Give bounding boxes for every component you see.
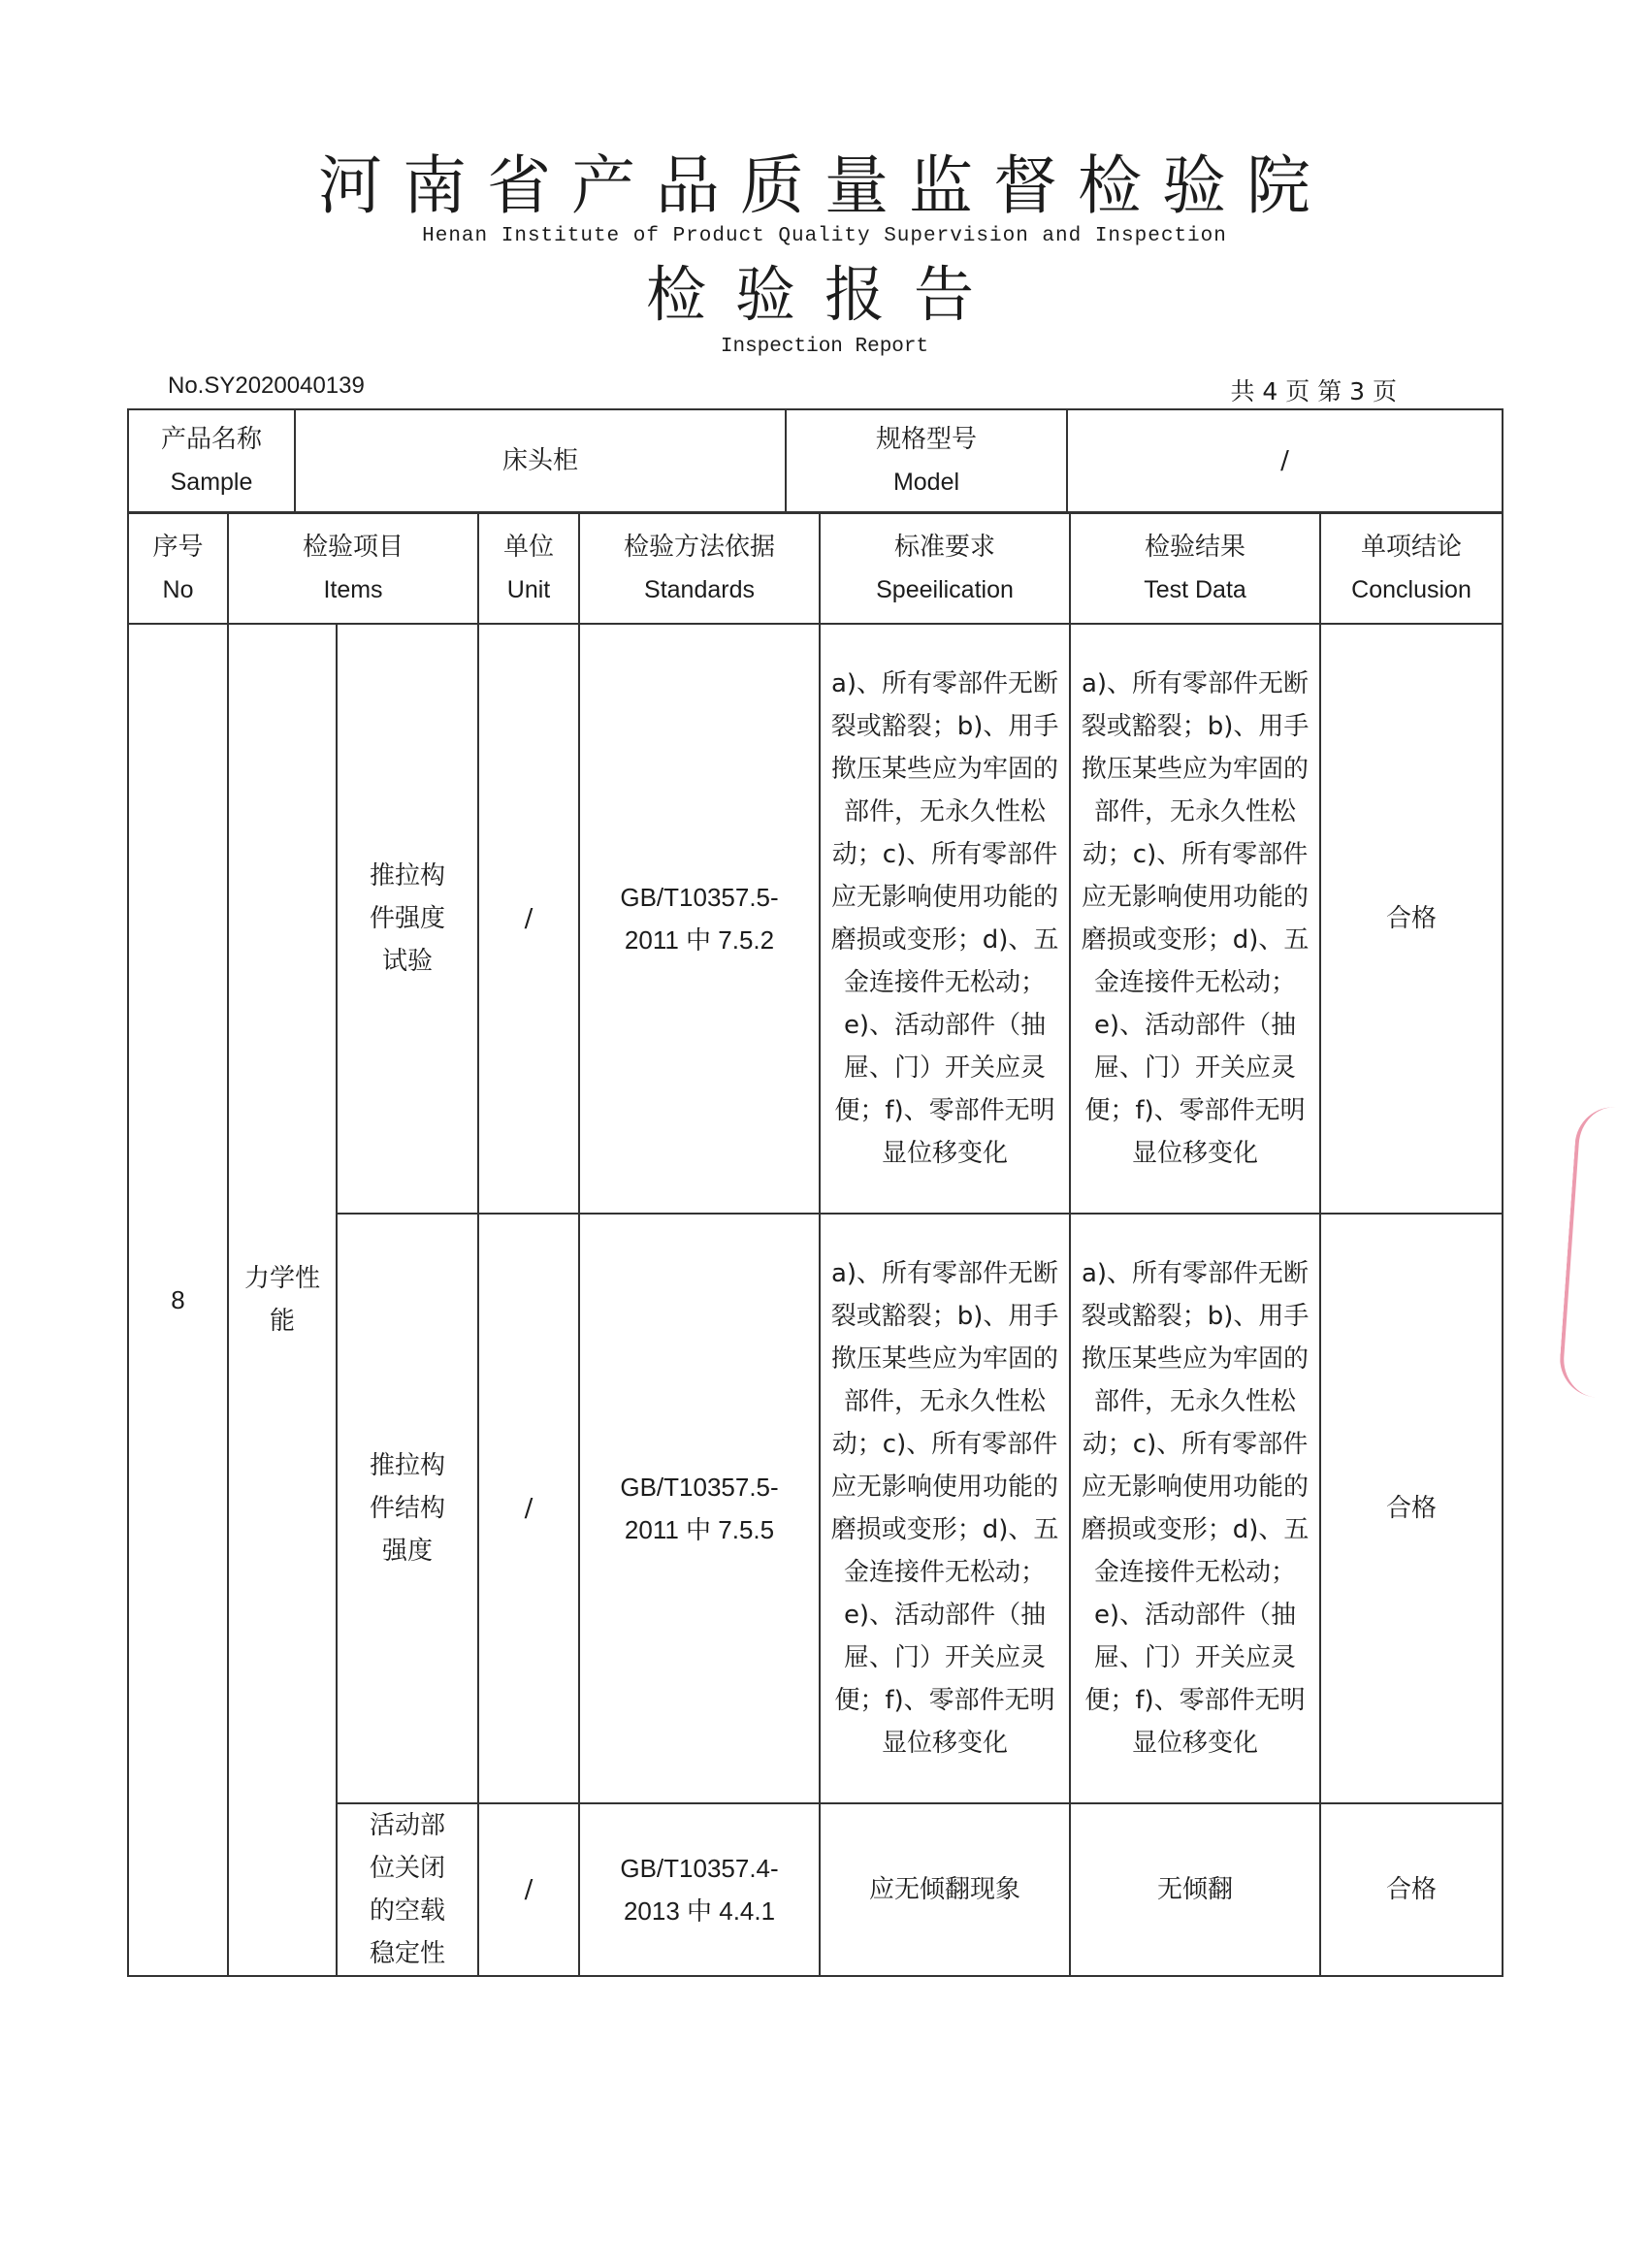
standard-value: GB/T10357.4-2013 中 4.4.1	[579, 1803, 820, 1976]
sample-label-en: Sample	[170, 469, 253, 496]
col-spec-en: Speeilication	[876, 576, 1014, 603]
col-no	[128, 513, 228, 624]
test-data-value: 无倾翻	[1070, 1803, 1320, 1976]
col-standards	[579, 513, 820, 624]
col-spec	[820, 513, 1070, 624]
col-items-cn: 检验项目	[303, 533, 404, 562]
table-row	[128, 624, 1503, 1214]
spec-value: a)、所有零部件无断裂或豁裂；b)、用手揿压某些应为牢固的部件，无永久性松动；c)、所有零部件应无影响使用功能的磨损或变形；d)、五金连接件无松动；e)、活动部件（抽屉、门）开关应灵便；f)、零部件无明显位移变化	[820, 1214, 1070, 1803]
col-conclusion-cn: 单项结论	[1361, 533, 1463, 562]
standard-value: GB/T10357.5-2011 中 7.5.5	[579, 1214, 820, 1803]
col-items	[228, 513, 478, 624]
model-label-cn: 规格型号	[875, 425, 977, 454]
inspection-stamp	[1554, 1104, 1633, 1398]
col-items-en: Items	[323, 576, 383, 603]
model-label	[786, 409, 1067, 512]
sample-value: 床头柜	[295, 409, 786, 512]
test-data-value: a)、所有零部件无断裂或豁裂；b)、用手揿压某些应为牢固的部件，无永久性松动；c)、所有零部件应无影响使用功能的磨损或变形；d)、五金连接件无松动；e)、活动部件（抽屉、门）开关应灵便；f)、零部件无明显位移变化	[1070, 624, 1320, 1214]
org-title-en: Henan Institute of Product Quality Supervision and Inspection	[422, 225, 1227, 247]
org-title: 河南省产品质量监督检验院	[318, 148, 1331, 223]
col-no-cn: 序号	[152, 533, 204, 562]
col-data-cn: 检验结果	[1145, 533, 1246, 562]
stamp-border	[1558, 1105, 1633, 1399]
model-value: /	[1067, 409, 1503, 512]
col-spec-cn: 标准要求	[894, 533, 996, 562]
col-unit-en: Unit	[506, 576, 551, 603]
col-data	[1070, 513, 1320, 624]
unit-value: /	[478, 624, 579, 1214]
group-number: 8	[128, 624, 228, 1976]
sample-label-cn: 产品名称	[160, 425, 262, 454]
col-standards-en: Standards	[644, 576, 755, 603]
standard-value: GB/T10357.5-2011 中 7.5.2	[579, 624, 820, 1214]
col-data-en: Test Data	[1144, 576, 1246, 603]
report-number: No.SY2020040139	[168, 373, 365, 399]
col-unit	[478, 513, 579, 624]
page-info: 共 4 页 第 3 页	[1230, 377, 1397, 405]
item-name: 活动部位关闭的空载稳定性	[337, 1803, 478, 1976]
report-title: 检验报告	[645, 259, 1003, 330]
report-title-en: Inspection Report	[720, 336, 929, 358]
unit-value: /	[478, 1214, 579, 1803]
col-unit-cn: 单位	[503, 533, 555, 562]
conclusion-value: 合格	[1320, 1214, 1503, 1803]
conclusion-value: 合格	[1320, 1803, 1503, 1976]
group-category: 力学性能	[228, 624, 337, 1976]
spec-value: 应无倾翻现象	[820, 1803, 1070, 1976]
test-data-value: a)、所有零部件无断裂或豁裂；b)、用手揿压某些应为牢固的部件，无永久性松动；c)、所有零部件应无影响使用功能的磨损或变形；d)、五金连接件无松动；e)、活动部件（抽屉、门）开关应灵便；f)、零部件无明显位移变化	[1070, 1214, 1320, 1803]
col-conclusion	[1320, 513, 1503, 624]
inspection-table	[127, 512, 1504, 1977]
spec-value: a)、所有零部件无断裂或豁裂；b)、用手揿压某些应为牢固的部件，无永久性松动；c)、所有零部件应无影响使用功能的磨损或变形；d)、五金连接件无松动；e)、活动部件（抽屉、门）开关应灵便；f)、零部件无明显位移变化	[820, 624, 1070, 1214]
col-conclusion-en: Conclusion	[1351, 576, 1471, 603]
model-label-en: Model	[892, 469, 960, 496]
sample-label	[128, 409, 295, 512]
col-standards-cn: 检验方法依据	[624, 533, 776, 562]
item-name: 推拉构件结构强度	[337, 1214, 478, 1803]
conclusion-value: 合格	[1320, 624, 1503, 1214]
item-name: 推拉构件强度试验	[337, 624, 478, 1214]
col-no-en: No	[162, 576, 194, 603]
sample-info-table	[127, 408, 1504, 513]
table-header-row	[128, 513, 1503, 624]
unit-value: /	[478, 1803, 579, 1976]
